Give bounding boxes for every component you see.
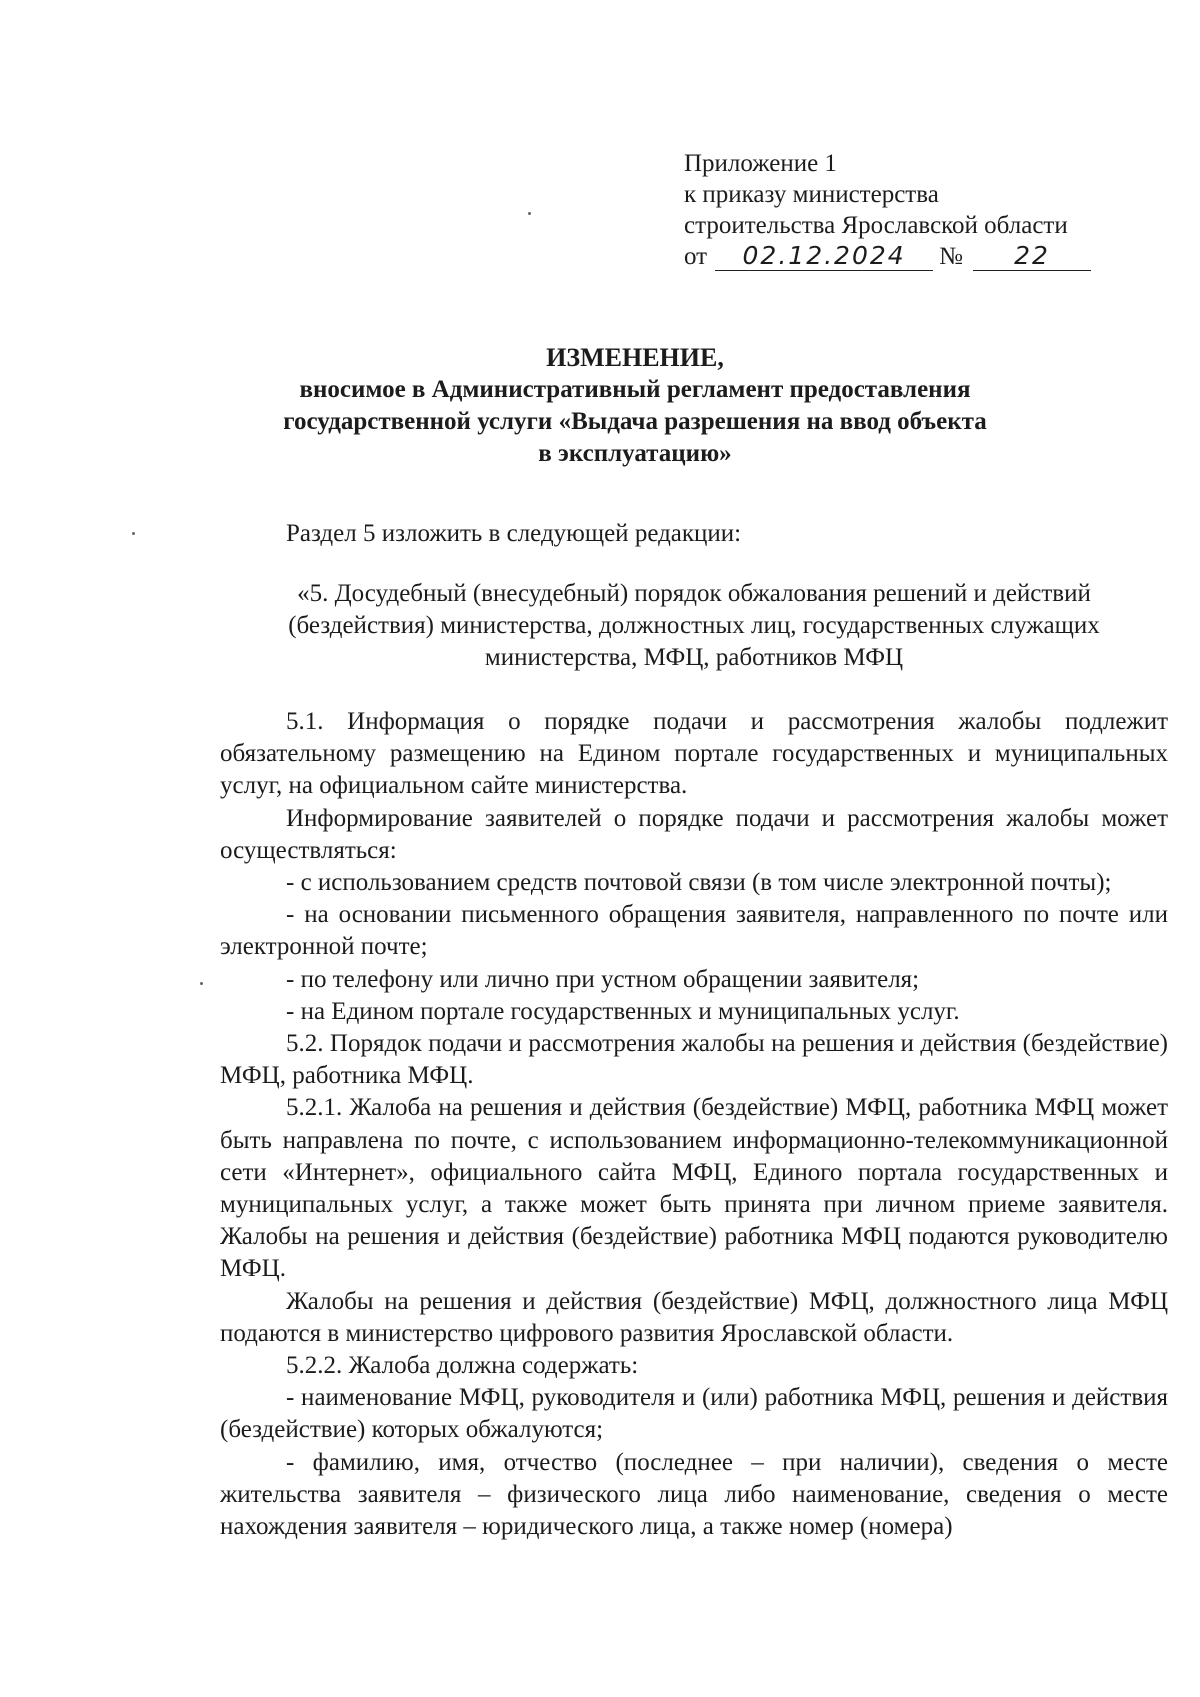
scan-speck: [200, 982, 203, 985]
body-paragraphs: [220, 706, 1168, 1543]
title-line-3: в эксплуатацию»: [538, 440, 732, 467]
paragraph: - на Едином портале государственных и муниципальных услуг.: [286, 997, 960, 1025]
lead-sentence: Раздел 5 изложить в следующей редакции:: [286, 520, 742, 547]
section-heading-line-3: министерства, МФЦ, работников МФЦ: [484, 644, 904, 671]
section-heading-line-2: (бездействия) министерства, должностных лиц, государственных служащих: [288, 612, 1100, 639]
handwritten-number: 22: [973, 242, 1091, 271]
appendix-header: [684, 148, 1144, 272]
section-heading: [220, 578, 1168, 674]
title-line-2: государственной услуги «Выдача разрешения на ввод объекта: [283, 408, 987, 435]
paragraph: 5.2. Порядок подачи и рассмотрения жалобы на решения и действия (бездействие) МФЦ, работника МФЦ.: [220, 1030, 1168, 1090]
number-label: №: [939, 243, 963, 270]
appendix-line-2: к приказу министерства: [684, 181, 939, 208]
paragraph: Жалобы на решения и действия (бездействие) МФЦ, должностного лица МФЦ подаются в министерство цифрового развития Ярославской области.: [220, 1287, 1168, 1347]
paragraph: - наименование МФЦ, руководителя и (или) работника МФЦ, решения и действия (бездействие) которых обжалуются;: [220, 1384, 1168, 1444]
appendix-date-number-line: [684, 241, 1144, 272]
appendix-line-1: Приложение 1: [684, 150, 837, 177]
document-title: [210, 342, 1060, 470]
section-heading-line-1: «5. Досудебный (внесудебный) порядок обжалования решений и действий: [297, 580, 1091, 607]
title-main: ИЗМЕНЕНИЕ,: [546, 343, 724, 372]
paragraph: - по телефону или лично при устном обращении заявителя;: [286, 965, 920, 993]
scan-speck: [132, 532, 135, 535]
paragraph: Информирование заявителей о порядке подачи и рассмотрения жалобы может осуществляться:: [220, 804, 1168, 864]
appendix-line-3: строительства Ярославской области: [684, 212, 1068, 239]
handwritten-date: 02.12.2024: [715, 242, 933, 271]
paragraph: - на основании письменного обращения заявителя, направленного по почте или электронной почте;: [220, 901, 1168, 961]
paragraph: 5.2.1. Жалоба на решения и действия (бездействие) МФЦ, работника МФЦ может быть направлена по почте, с использованием информационно-телекоммуникационной сети «Интернет», официального сайта МФЦ, Единого портала государственных и муниципальных услуг, а также может быть принята при личном приеме заявителя. Жалобы на решения и действия (бездействие) работника МФЦ подаются руководителю МФЦ.: [220, 1094, 1168, 1283]
paragraph: 5.1. Информация о порядке подачи и рассмотрения жалобы подлежит обязательному размещению на Едином портале государственных и муниципальных услуг, на официальном сайте министерства.: [220, 708, 1168, 800]
paragraph: 5.2.2. Жалоба должна содержать:: [286, 1352, 639, 1380]
from-label: от: [684, 243, 708, 270]
paragraph: - с использованием средств почтовой связи (в том числе электронной почты);: [286, 869, 1112, 897]
scan-speck: [528, 212, 531, 215]
title-line-1: вносимое в Административный регламент предоставления: [299, 376, 971, 403]
paragraph: - фамилию, имя, отчество (последнее – при наличии), сведения о месте жительства заявителя – физического лица либо наименование, сведения о месте нахождения заявителя – юридического лица, а также номер (номера): [220, 1448, 1168, 1541]
